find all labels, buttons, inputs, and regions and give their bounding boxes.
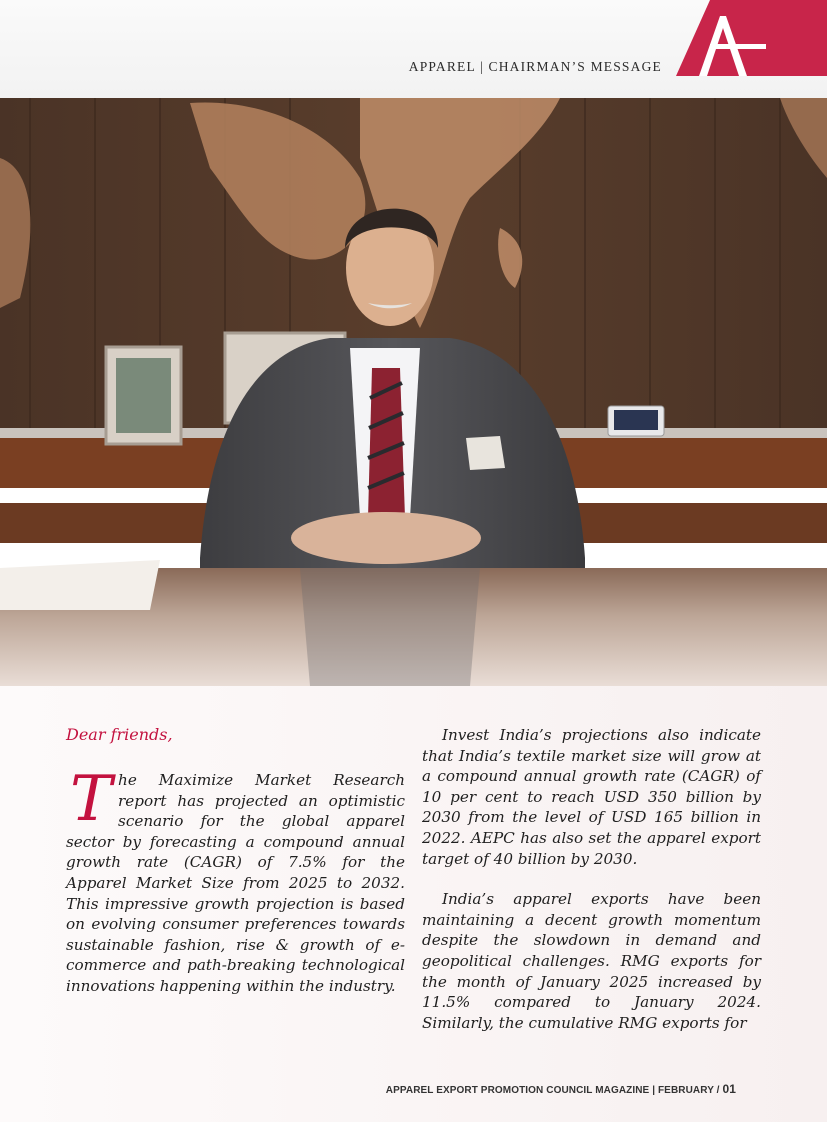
- chairman-portrait-image: [0, 98, 827, 686]
- page-header: [0, 0, 827, 98]
- page-footer: [386, 1082, 736, 1096]
- letter-paragraph: Invest India’s projections also indicate that India’s textile market size will grow at a compound annual growth rate (CAGR) of 10 per cent to reach USD 350 billion by 2030 from the level of USD 165 billion in 2022. AEPC has also set the apparel export target of 40 billion by 2030.: [422, 726, 761, 868]
- drop-cap: T: [70, 762, 113, 835]
- letter-paragraph: India’s apparel exports have been maintaining a decent growth momentum despite the slowdown in demand and geopolitical challenges. RMG exports for the month of January 2025 increased by 11.5% compared to January 2024. Similarly, the cumulative RMG exports for: [422, 890, 761, 1032]
- paragraph-text: he Maximize Market Research report has projected an optimistic scenario for the global apparel sector by forecasting a compound annual growth rate (CAGR) of 7.5% for the Apparel Market Size from 2025 to 2032. This impressive growth projection is based on evolving consumer preferences towards sustainable fashion, rise & growth of e-commerce and path-breaking technological innovations happening within the industry.: [66, 771, 405, 995]
- letter-column-right: [422, 725, 761, 1033]
- letter-paragraph: [66, 762, 405, 997]
- salutation: Dear friends,: [66, 725, 173, 744]
- section-label: APPAREL | CHAIRMAN’S MESSAGE: [408, 59, 662, 74]
- letter-column-left: [66, 762, 405, 997]
- page-number: 01: [722, 1082, 736, 1096]
- apparel-logo-icon: [676, 0, 827, 76]
- footer-text: APPAREL EXPORT PROMOTION COUNCIL MAGAZINE | FEBRUARY /: [385, 1085, 720, 1096]
